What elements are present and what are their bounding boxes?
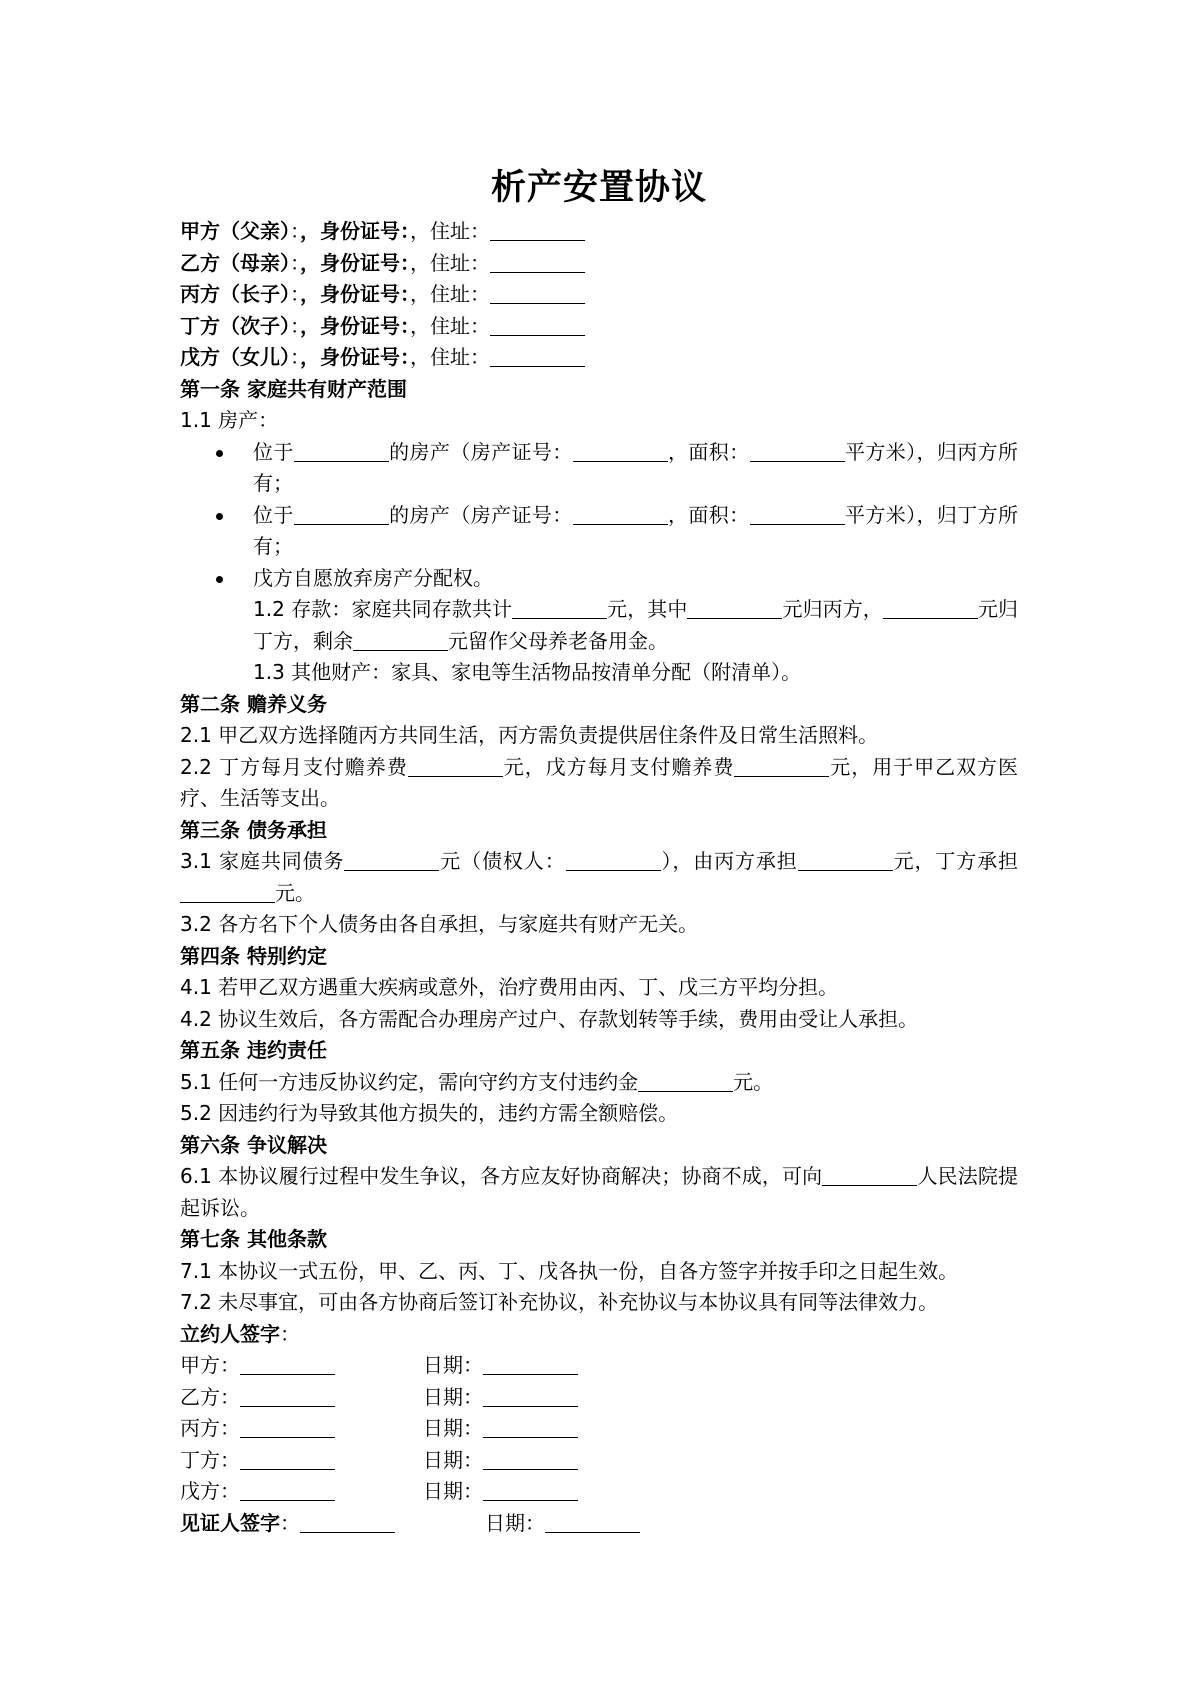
clause-3-2: 3.2 各方名下个人债务由各自承担，与家庭共有财产无关。: [180, 912, 699, 936]
bullet-icon: [216, 450, 223, 457]
clause-7-2: 7.2 未尽事宜，可由各方协商后签订补充协议，补充协议与本协议具有同等法律效力。: [180, 1290, 939, 1314]
blank-field: [734, 756, 829, 777]
clause-1-3: 1.3 其他财产：家具、家电等生活物品按清单分配（附清单）。: [253, 660, 802, 684]
date-blank: [483, 1417, 578, 1438]
blank-field: [490, 315, 585, 336]
list-item: 位于 的房产（房产证号： ，面积： 平方米），归丁方所有；: [180, 500, 1018, 563]
blank-field: [687, 598, 782, 619]
date-blank: [545, 1512, 640, 1533]
article-1-heading: 第一条 家庭共有财产范围: [180, 376, 407, 401]
blank-field: [180, 882, 275, 903]
signature-row: 乙方： 日期：: [180, 1382, 1018, 1414]
blank-field: [822, 1165, 917, 1186]
party-line-ding: 丁方（次子）：，身份证号：，住址：: [180, 311, 1018, 343]
witness-row: 见证人签字： 日期：: [180, 1508, 1018, 1540]
party-line-yi: 乙方（母亲）：，身份证号：，住址：: [180, 248, 1018, 280]
blank-field: [566, 850, 661, 871]
bullet-icon: [216, 576, 223, 583]
article-3-heading: 第三条 债务承担: [180, 817, 327, 842]
blank-field: [490, 346, 585, 367]
clause-1-2: 1.2 存款：家庭共同存款共计 元，其中 元归丙方， 元归丁方，剩余 元留作父母养老备用金。: [253, 597, 1019, 653]
date-blank: [483, 1354, 578, 1375]
signature-row: 丙方： 日期：: [180, 1413, 1018, 1445]
date-blank: [483, 1480, 578, 1501]
article-6-heading: 第六条 争议解决: [180, 1132, 327, 1157]
blank-field: [573, 441, 668, 462]
signature-blank: [240, 1417, 335, 1438]
clause-6-1: 6.1 本协议履行过程中发生争议，各方应友好协商解决；协商不成，可向 人民法院提起诉讼。: [180, 1164, 1018, 1220]
article-7-heading: 第七条 其他条款: [180, 1227, 327, 1251]
blank-field: [344, 850, 439, 871]
list-item: 位于 的房产（房产证号： ，面积： 平方米），归丙方所有；: [180, 437, 1018, 500]
blank-field: [408, 756, 503, 777]
signature-blank: [240, 1449, 335, 1470]
signature-blank: [240, 1354, 335, 1375]
blank-field: [490, 252, 585, 273]
signature-blank: [240, 1386, 335, 1407]
date-blank: [483, 1386, 578, 1407]
article-4-heading: 第四条 特别约定: [180, 943, 327, 968]
blank-field: [353, 630, 448, 651]
blank-field: [490, 220, 585, 241]
article-5-heading: 第五条 违约责任: [180, 1038, 327, 1062]
clause-3-1: 3.1 家庭共同债务 元（债权人： ），由丙方承担 元，丁方承担元。: [180, 849, 1019, 905]
blank-field: [798, 850, 893, 871]
clause-7-1: 7.1 本协议一式五份，甲、乙、丙、丁、戊各执一份，自各方签字并按手印之日起生效。: [180, 1258, 959, 1283]
blank-field: [294, 504, 389, 525]
clause-5-2: 5.2 因违约行为导致其他方损失的，违约方需全额赔偿。: [180, 1101, 679, 1125]
list-item: 戊方自愿放弃房产分配权。: [180, 563, 1018, 595]
party-line-jia: 甲方（父亲）：，身份证号：，住址：: [180, 216, 1018, 248]
blank-field: [638, 1071, 733, 1092]
blank-field: [512, 598, 607, 619]
party-name: 乙方（母亲）: [180, 250, 290, 275]
clause-4-1: 4.1 若甲乙双方遇重大疾病或意外，治疗费用由丙、丁、戊三方平均分担。: [180, 975, 839, 999]
party-name: 丁方（次子）: [180, 313, 290, 338]
signature-row: 戊方： 日期：: [180, 1476, 1018, 1508]
party-name: 戊方（女儿）: [180, 345, 290, 369]
witness-signature-blank: [300, 1512, 395, 1533]
blank-field: [750, 441, 845, 462]
blank-field: [294, 441, 389, 462]
bullet-icon: [216, 513, 223, 520]
blank-field: [883, 598, 978, 619]
signature-blank: [240, 1480, 335, 1501]
signature-row: 甲方： 日期：: [180, 1350, 1018, 1382]
blank-field: [490, 283, 585, 304]
document-page: [180, 160, 1018, 1539]
signature-row: 丁方： 日期：: [180, 1445, 1018, 1477]
party-list: [180, 216, 1018, 374]
clause-4-2: 4.2 协议生效后，各方需配合办理房产过户、存款划转等手续，费用由受让人承担。: [180, 1006, 919, 1031]
signatures-heading: 立约人签字：: [180, 1321, 300, 1346]
date-blank: [483, 1449, 578, 1470]
article-2-heading: 第二条 赡养义务: [180, 691, 327, 716]
party-line-bing: 丙方（长子）：，身份证号：，住址：: [180, 279, 1018, 311]
blank-field: [750, 504, 845, 525]
party-name: 丙方（长子）: [180, 282, 290, 306]
party-name: 甲方（父亲）: [180, 219, 290, 243]
party-line-wu: 戊方（女儿）：，身份证号：，住址：: [180, 342, 1018, 374]
clause-2-2: 2.2 丁方每月支付赡养费 元，戊方每月支付赡养费 元，用于甲乙双方医疗、生活等支出。: [180, 754, 1019, 810]
clause-1-1: 1.1 房产：: [180, 408, 279, 432]
blank-field: [573, 504, 668, 525]
clause-5-1: 5.1 任何一方违反协议约定，需向守约方支付违约金 元。: [180, 1069, 774, 1094]
property-list: [180, 437, 1018, 595]
document-title: 析产安置协议: [490, 168, 707, 208]
clause-2-1: 2.1 甲乙双方选择随丙方共同生活，丙方需负责提供居住条件及日常生活照料。: [180, 723, 879, 747]
